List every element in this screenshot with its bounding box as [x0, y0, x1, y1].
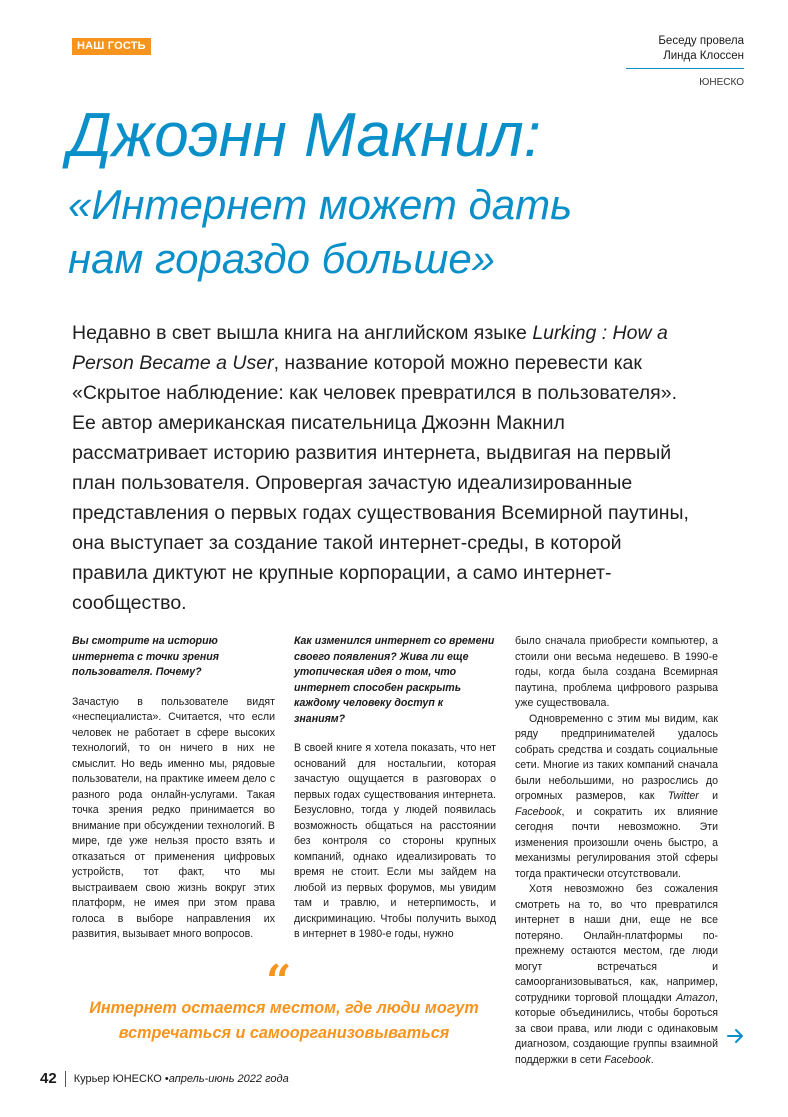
- byline-divider: [626, 68, 744, 69]
- lead-text-1: Недавно в свет вышла книга на английском языке: [72, 322, 533, 344]
- arrow-right-icon[interactable]: [727, 1028, 745, 1044]
- byline-organization: ЮНЕСКО: [699, 77, 744, 88]
- column-3: [515, 634, 718, 1068]
- footer-divider: [65, 1071, 66, 1087]
- issue-date: апрель-июнь 2022 года: [168, 1073, 289, 1085]
- lead-text-2: , название которой можно перевести как «Скрытое наблюдение: как человек превратился в пользователя». Ее автор американская писательница Джоэнн Макнил рассматривает историю развития интернета, выдвигая на первый план пользователя. Опровергая зачастую идеализированные представления о первых годах существования Всемирной паутины, она выступает за создание такой интернет-среды, в которой правила диктуют не крупные корпорации, а само интернет-сообщество.: [72, 352, 689, 614]
- text-span: Хотя невозможно без сожаления смотреть на то, во что превратился интернет в наши дни, еще не все потеряно. Онлайн-платформы по-прежнему остаются местом, где люди могут встречаться и самоорганизовываться, как, например, сотрудники торговой площадки: [515, 883, 718, 1004]
- byline: [626, 34, 744, 90]
- article-title: [68, 98, 768, 286]
- section-badge: НАШ ГОСТЬ: [72, 38, 151, 55]
- lead-book-title: Lurking : How a Person Became a User: [72, 322, 668, 374]
- text-span: .: [650, 1053, 654, 1066]
- answer-2: В своей книге я хотела показать, что нет оснований для ностальгии, которая зачастую ощущается в разговорах о первых годах существования интернета. Безусловно, тогда у людей появилась возможность общаться на расстоянии без контроля со стороны крупных компаний, однако идеализировать то время не стоит. Если мы зайдем на любой из первых форумов, мы увидим там и травлю, и нетерпимость, и дискриминацию. Чтобы получить выход в интернет в 1980-е годы, нужно: [294, 742, 496, 940]
- page-footer: [40, 1071, 289, 1087]
- byline-label: Беседу провела: [658, 35, 744, 47]
- answer-1: Зачастую в пользователе видят «неспециалиста». Считается, что если человек не работает в сфере высоких технологий, то он ничего в них не смыслит. Но ведь именно мы, рядовые пользователи, на практике имеем дело с разного рода онлайн-услугами. Такая точка зрения редко принимается во внимание при обсуждении технологий. В мире, где уже нельзя просто взять и отказаться от применения цифровых устройств, тот факт, что мы выстраиваем свою жизнь вокруг этих платформ, не имея при этом права голоса в выборе направления их развития, вызывает много вопросов.: [72, 695, 275, 940]
- quote-mark-icon: “: [266, 956, 292, 1007]
- text-span: Одновременно с этим мы видим, как ряду предпринимателей удалось собрать средства и создать социальные сети. Многие из таких компаний сначала были небольшими, но разрослись до огромных размеров, как: [515, 712, 718, 802]
- title-quote: «Интернет может дать нам гораздо больше»: [68, 181, 573, 282]
- question-1: Вы смотрите на историю интернета с точки зрения пользователя. Почему?: [72, 635, 219, 678]
- text-span: , и сократить их влияние сегодня почти невозможно. Эти изменения произошли очень быстро, а механизмы регулирования этой сферы тогда практически отсутствовали.: [515, 805, 718, 880]
- text-span: и: [698, 790, 718, 802]
- paragraph-platforms: [515, 882, 718, 1068]
- page-number: 42: [40, 1070, 57, 1087]
- title-name: Джоэнн Макнил:: [68, 101, 541, 170]
- column-1: [72, 634, 275, 943]
- byline-author: Линда Клоссен: [663, 50, 744, 62]
- paragraph-social-networks: [515, 712, 718, 883]
- pull-quote: Интернет остается местом, где люди могут встречаться и самоорганизовываться: [89, 999, 479, 1042]
- brand-facebook: Facebook: [515, 805, 562, 818]
- brand-twitter: Twitter: [667, 790, 699, 802]
- column-2: [294, 634, 496, 943]
- text-span: , которые объединились, чтобы бороться за свои права, или люди с одинаковым диагнозом, создающие группы взаимной поддержки в сети: [515, 991, 718, 1066]
- publication-name: Курьер ЮНЕСКО •: [73, 1073, 169, 1085]
- answer-2-continued: было сначала приобрести компьютер, а стоили они весьма недешево. В 1990-е годы, когда была создана Всемирная паутина, проблема цифрового разрыва уже существовала.: [515, 635, 718, 709]
- brand-facebook: Facebook: [604, 1053, 651, 1066]
- brand-amazon: Amazon: [676, 991, 716, 1004]
- question-2: Как изменился интернет со времени своего появления? Жива ли еще утопическая идея о том, что интернет способен раскрыть каждому человеку доступ к знаниям?: [294, 635, 495, 725]
- lead-paragraph: [72, 318, 702, 618]
